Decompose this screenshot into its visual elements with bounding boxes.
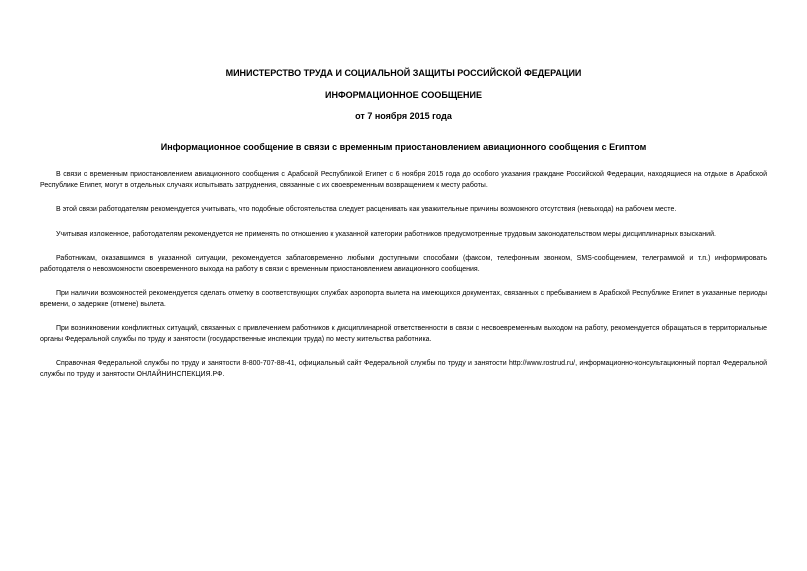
document-body xyxy=(40,170,767,394)
paragraph-1: В связи с временным приостановлением авиационного сообщения с Арабской Республикой Египет с 6 ноября 2015 года до особого указания граждане Российской Федерации, находящиеся на отдыхе в Арабской Республике Египет, могут в отдельных случаях испытывать затруднения, связанные с их своевременным возвращением к месту работы. xyxy=(40,171,767,189)
paragraph-7: Справочная Федеральной службы по труду и занятости 8-800-707-88-41, официальный сайт Федеральной службы по труду и занятости http://www.rostrud.ru/, информационно-консультационный портал Федеральной службы по труду и занятости ОНЛАЙНИНСПЕКЦИЯ.РФ. xyxy=(40,360,767,378)
paragraph-2: В этой связи работодателям рекомендуется учитывать, что подобные обстоятельства следует расценивать как уважительные причины возможного отсутствия (невыхода) на рабочем месте. xyxy=(56,206,677,213)
document-heading: Информационное сообщение в связи с временным приостановлением авиационного сообщения с Египтом xyxy=(160,142,647,152)
paragraph-6: При возникновении конфликтных ситуаций, связанных с привлечением работников к дисциплинарной ответственности в связи с несвоевременным выходом на работу, рекомендуется обращаться в территориальные органы Федеральной службы по труду и занятости (государственные инспекции труда) по месту жительства работника. xyxy=(40,325,767,343)
ministry-title: МИНИСТЕРСТВО ТРУДА И СОЦИАЛЬНОЙ ЗАЩИТЫ РОССИЙСКОЙ ФЕДЕРАЦИИ xyxy=(225,68,582,78)
paragraph-3: Учитывая изложенное, работодателям рекомендуется не применять по отношению к указанной категории работников предусмотренные трудовым законодательством меры дисциплинарных взысканий. xyxy=(56,230,716,238)
paragraph-4: Работникам, оказавшимся в указанной ситуации, рекомендуется заблаговременно любыми доступными способами (факсом, телефонным звонком, SMS-сообщением, телеграммой и т.п.) информировать работодателя о невозможности своевременного выхода на работу в связи с временным приостановлением авиационного сообщения. xyxy=(40,255,767,273)
paragraph-5: При наличии возможностей рекомендуется сделать отметку в соответствующих службах аэропорта вылета на имеющихся документах, связанных с пребыванием в Арабской Республике Египет в указанные периоды времени, о задержке (отмене) вылета. xyxy=(40,290,767,308)
document-date: от 7 ноября 2015 года xyxy=(355,111,452,121)
document-type-title: ИНФОРМАЦИОННОЕ СООБЩЕНИЕ xyxy=(325,90,482,100)
